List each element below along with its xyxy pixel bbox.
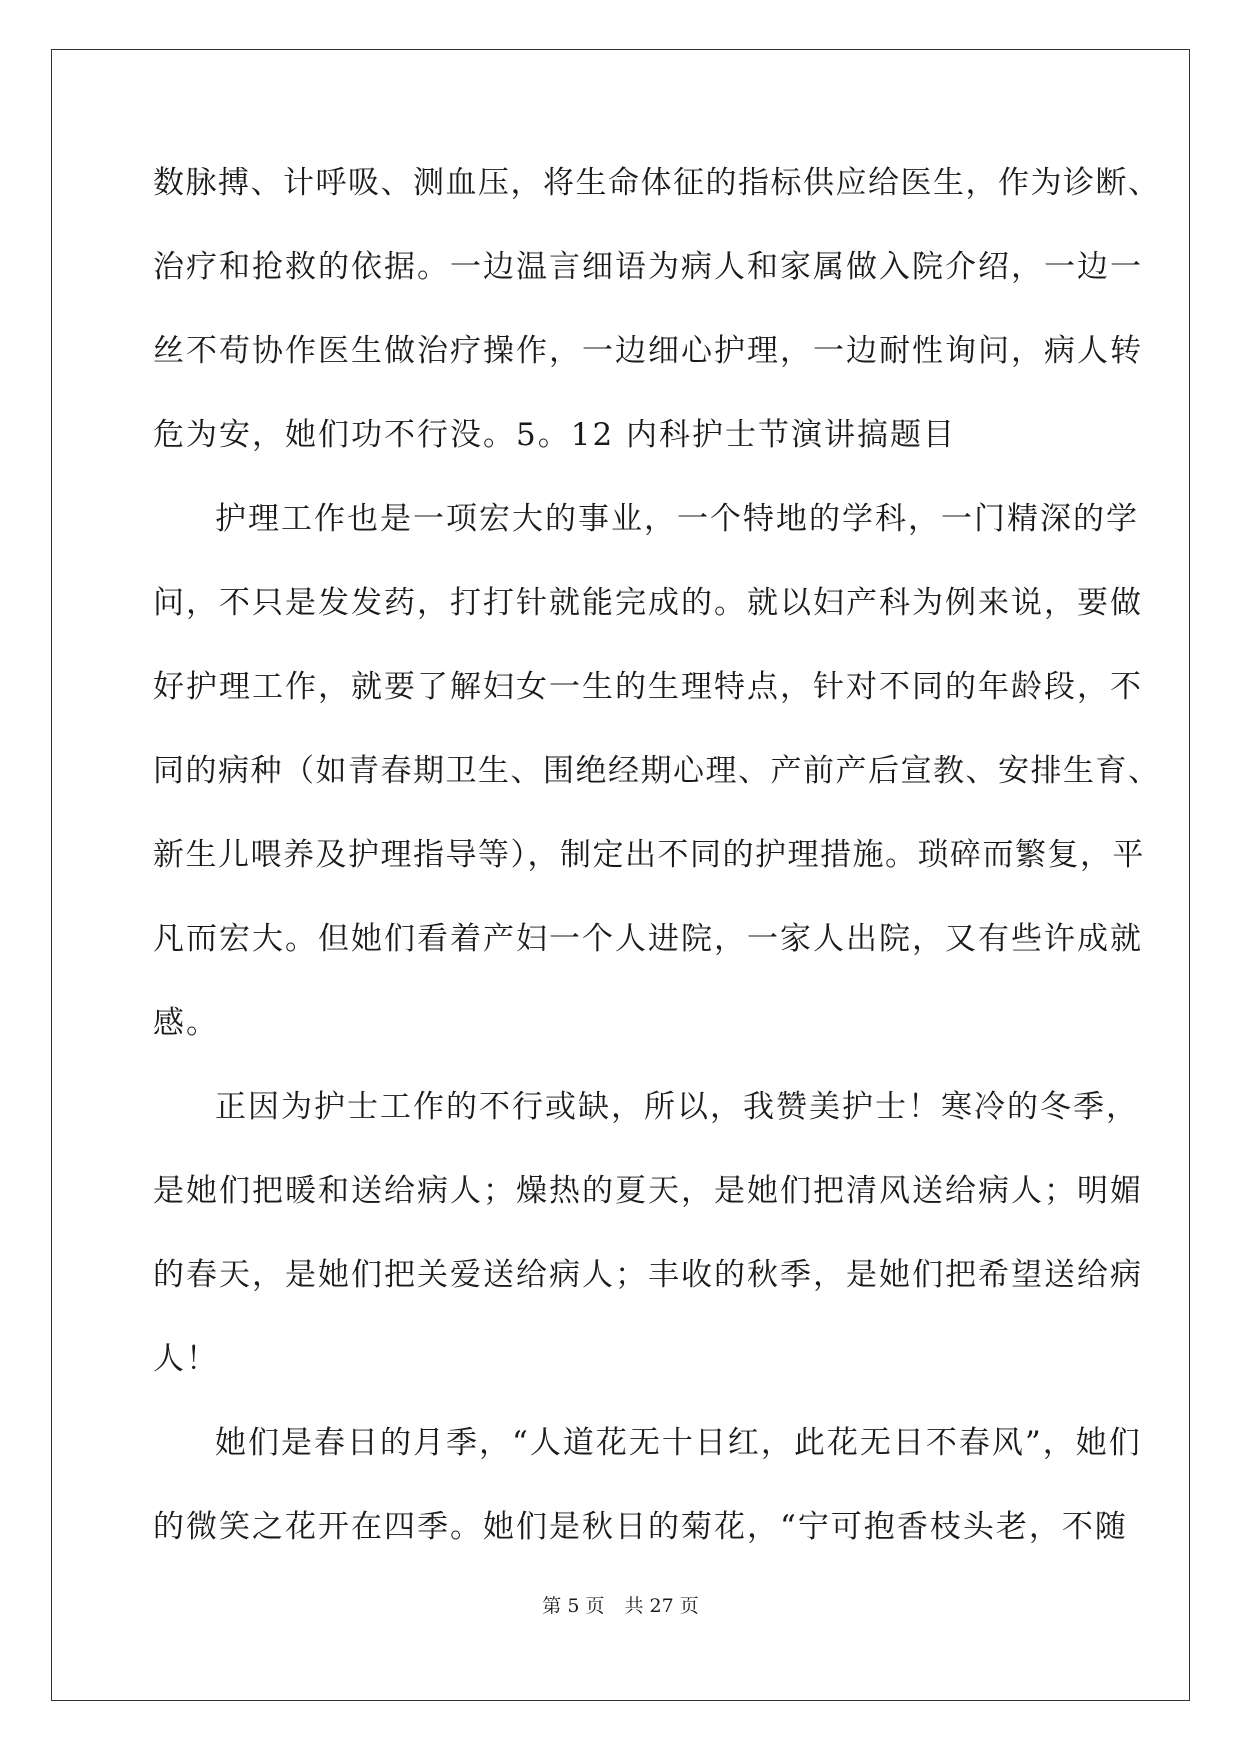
text-line: 人！ — [153, 1341, 219, 1377]
page-footer — [0, 1594, 1241, 1618]
paragraph-first-line: 正因为护士工作的不行或缺，所以，我赞美护士！寒冷的冬季， — [215, 1089, 1139, 1125]
paragraph-first-line: 她们是春日的月季，“人道花无十日红，此花无日不春风”，她们 — [215, 1425, 1142, 1461]
page-number: 第 5 页 — [542, 1595, 605, 1617]
text-line: 感。 — [153, 1005, 219, 1041]
text-line: 的春天，是她们把关爱送给病人；丰收的秋季，是她们把希望送给病 — [153, 1257, 1143, 1293]
text-line: 问，不只是发发药，打打针就能完成的。就以妇产科为例来说，要做 — [153, 585, 1143, 621]
text-line: 的微笑之花开在四季。她们是秋日的菊花，“宁可抱香枝头老，不随 — [153, 1509, 1128, 1545]
text-line: 凡而宏大。但她们看着产妇一个人进院，一家人出院，又有些许成就 — [153, 921, 1143, 957]
paragraph-first-line: 护理工作也是一项宏大的事业，一个特地的学科，一门精深的学 — [215, 501, 1139, 537]
text-line: 危为安，她们功不行没。5。12 内科护士节演讲搞题目 — [153, 417, 957, 453]
text-line: 丝不苟协作医生做治疗操作，一边细心护理，一边耐性询问，病人转 — [153, 333, 1143, 369]
text-line: 好护理工作，就要了解妇女一生的生理特点，针对不同的年龄段，不 — [153, 669, 1143, 705]
document-body — [153, 162, 1161, 1590]
text-line: 新生儿喂养及护理指导等），制定出不同的护理措施。琐碎而繁复，平 — [153, 837, 1145, 873]
text-line: 是她们把暖和送给病人；燥热的夏天，是她们把清风送给病人；明媚 — [153, 1173, 1143, 1209]
page-total: 共 27 页 — [624, 1595, 699, 1617]
text-line: 同的病种（如青春期卫生、围绝经期心理、产前产后宣教、安排生育、 — [153, 753, 1161, 789]
text-line: 治疗和抢救的依据。一边温言细语为病人和家属做入院介绍，一边一 — [153, 249, 1143, 285]
text-line: 数脉搏、计呼吸、测血压，将生命体征的指标供应给医生，作为诊断、 — [153, 165, 1161, 201]
